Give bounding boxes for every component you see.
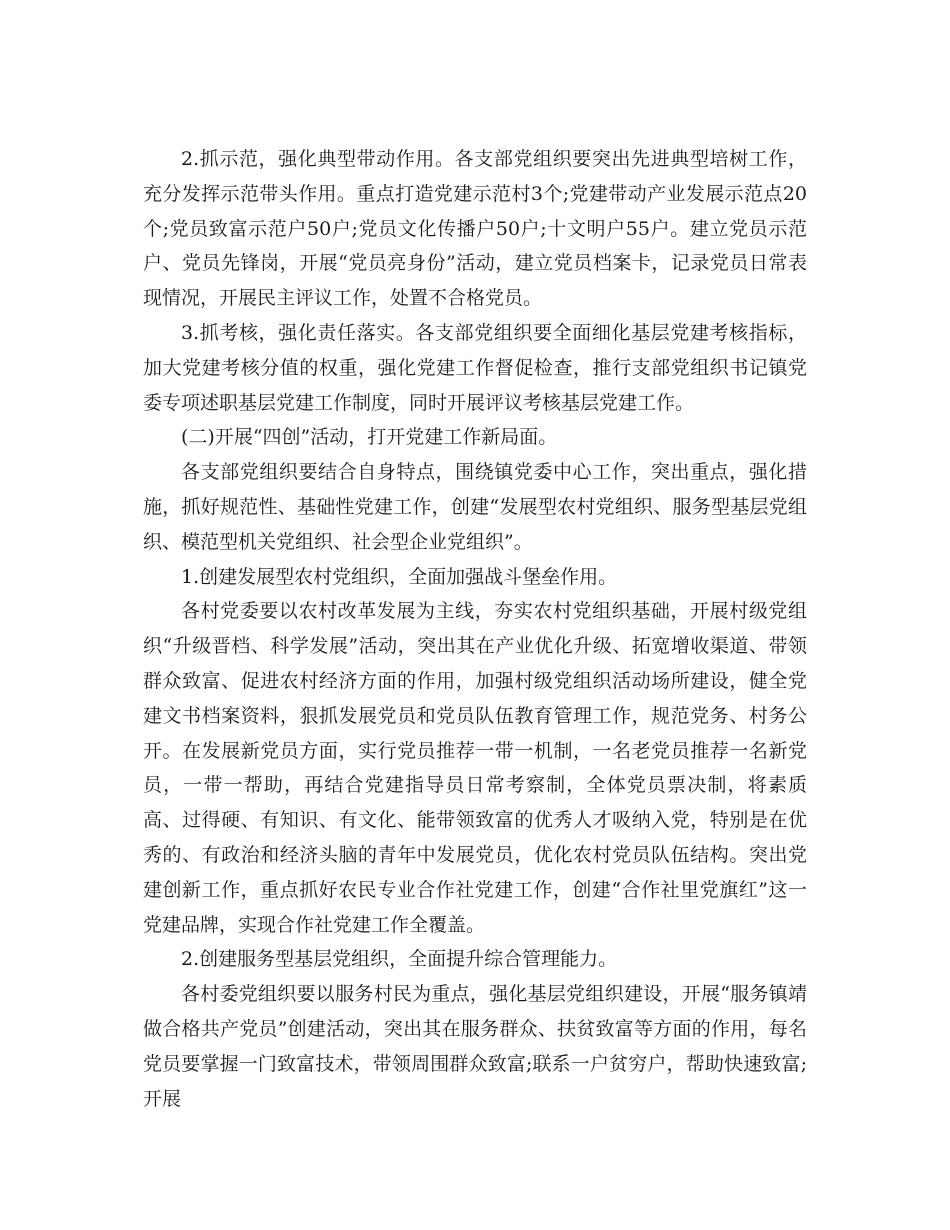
paragraph-four-creations-intro: 各支部党组织要结合自身特点，围绕镇党委中心工作，突出重点，强化措施，抓好规范性、基础性党建工作，创建“发展型农村党组织、服务型基层党组织、模范型机关党组织、社会型企业党组织”。 xyxy=(143,461,807,553)
paragraph-assessment: 3.抓考核，强化责任落实。各支部党组织要全面细化基层党建考核指标，加大党建考核分值的权重，强化党建工作督促检查，推行支部党组织书记镇党委专项述职基层党建工作制度，同时开展评议考核基层党建工作。 xyxy=(143,321,807,414)
subheading-rural-party-org: 1.创建发展型农村党组织，全面加强战斗堡垒作用。 xyxy=(181,565,618,588)
paragraph-rural-party-org: 各村党委要以农村改革发展为主线，夯实农村党组织基础，开展村级党组织“升级晋档、科学发展”活动，突出其在产业优化升级、拓宽增收渠道、带领群众致富、促进农村经济方面的作用，加强村级党组织活动场所建设，健全党建文书档案资料，狠抓发展党员和党员队伍教育管理工作，规范党务、村务公开。在发展新党员方面，实行党员推荐一带一机制，一名老党员推荐一名新党员，一带一帮助，再结合党建指导员日常考察制，全体党员票决制，将素质高、过得硬、有知识、有文化、能带领致富的优秀人才吸纳入党，特别是在优秀的、有政治和经济头脑的青年中发展党员，优化农村党员队伍结构。突出党建创新工作，重点抓好农民专业合作社党建工作，创建“合作社里党旗红”这一党建品牌，实现合作社党建工作全覆盖。 xyxy=(143,600,807,936)
section-heading-four-creations: (二)开展“四创”活动，打开党建工作新局面。 xyxy=(181,426,558,449)
paragraph-demonstration: 2.抓示范，强化典型带动作用。各支部党组织要突出先进典型培树工作，充分发挥示范带头作用。重点打造党建示范村3个;党建带动产业发展示范点20个;党员致富示范户50户;党员文化传播户50户;十文明户55户。建立党员示范户、党员先锋岗，开展“党员亮身份”活动，建立党员档案卡，记录党员日常表现情况，开展民主评议工作，处置不合格党员。 xyxy=(143,148,807,310)
subheading-service-party-org: 2.创建服务型基层党组织，全面提升综合管理能力。 xyxy=(181,948,618,971)
paragraph-service-party-org: 各村委党组织要以服务村民为重点，强化基层党组织建设，开展“服务镇靖做合格共产党员”创建活动，突出其在服务群众、扶贫致富等方面的作用，每名党员要掌握一门致富技术，带领周围群众致富;联系一户贫穷户，帮助快速致富;开展 xyxy=(143,983,807,1110)
document-body xyxy=(143,142,807,1116)
